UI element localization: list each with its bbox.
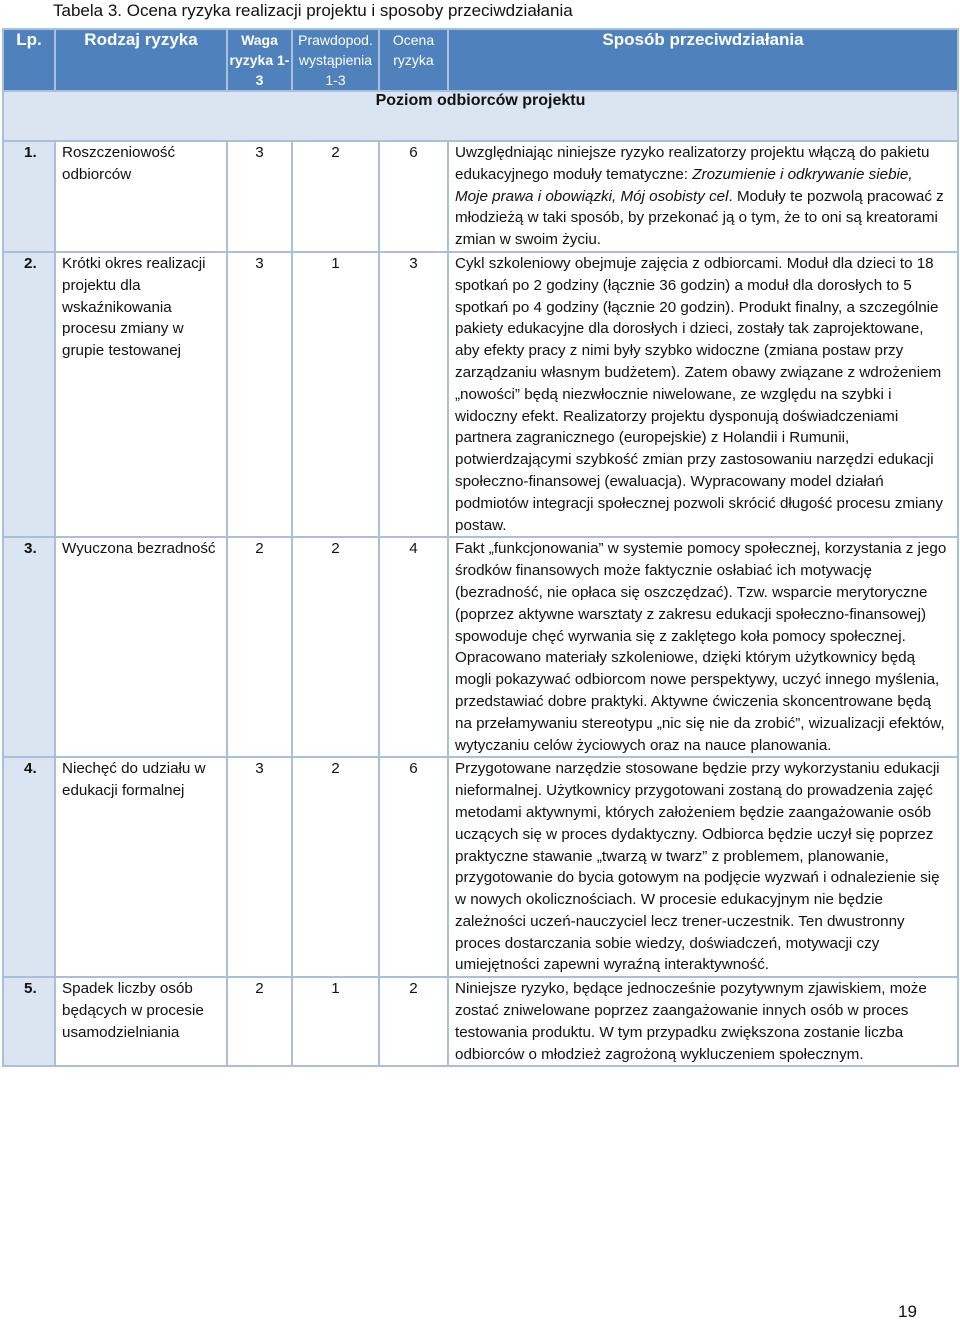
risk-weight: 3: [227, 141, 292, 252]
risk-name: Spadek liczby osób będących w procesie usamodzielniania: [55, 977, 227, 1066]
header-prawdopodobienstwo: Prawdopod. wystąpienia 1-3: [292, 29, 379, 91]
row-number: 4.: [3, 757, 55, 977]
header-lp: Lp.: [3, 29, 55, 91]
risk-name: Krótki okres realizacji projektu dla wskaźnikowania procesu zmiany w grupie testowanej: [55, 252, 227, 537]
risk-score: 6: [379, 757, 448, 977]
table-row: [3, 537, 958, 757]
risk-score: 6: [379, 141, 448, 252]
risk-weight: 3: [227, 252, 292, 537]
risk-countermeasure: Niniejsze ryzyko, będące jednocześnie pozytywnym zjawiskiem, może zostać zniwelowane poprzez zaangażowanie innych osób w proces testowania produktu. W tym przypadku zwiększona zostanie liczba odbiorców o młodzież zagrożoną wykluczeniem społecznym.: [448, 977, 958, 1066]
risk-countermeasure: Przygotowane narzędzie stosowane będzie przy wykorzystaniu edukacji nieformalnej. Użytkownicy przygotowani zostaną do prowadzenia zajęć metodami aktywnymi, których założeniem będzie zaangażowanie osób uczących się w proces dydaktyczny. Odbiorca będzie uczył się poprzez praktyczne stawanie „twarzą w twarz” z problemem, planowanie, przygotowanie do bycia gotowym na podjęcie wyzwań i odnalezienie się w nowych okolicznościach. W procesie edukacyjnym nie będzie zależności uczeń-nauczyciel lecz trener-uczestnik. Ten dwustronny proces dostarczania sobie wiedzy, doświadczeń, motywacji czy umiejętności zapewni wyraźną interaktywność.: [448, 757, 958, 977]
risk-name: Wyuczona bezradność: [55, 537, 227, 757]
risk-table: [2, 28, 959, 1067]
row-number: 1.: [3, 141, 55, 252]
header-rodzaj-ryzyka: Rodzaj ryzyka: [55, 29, 227, 91]
row-number: 5.: [3, 977, 55, 1066]
risk-probability: 1: [292, 977, 379, 1066]
level-label: Poziom odbiorców projektu: [3, 91, 958, 141]
risk-countermeasure: Cykl szkoleniowy obejmuje zajęcia z odbiorcami. Moduł dla dzieci to 18 spotkań po 2 godziny (łącznie 36 godzin) a moduł dla dorosłych to 5 spotkań po 4 godziny (łącznie 20 godzin). Produkt finalny, a szczególnie pakiety edukacyjne dla dorosłych i dzieci, zostały tak zaprojektowane, aby efekty pracy z nimi były szybko widoczne (zmiana postaw przy zarządzaniu własnym budżetem). Zatem obawy związane z wdrożeniem „nowości” będą niezwłocznie niwelowane, ze względu na szybki i widoczny efekt. Realizatorzy projektu dysponują doświadczeniami partnera zagranicznego (europejskie) z Holandii i Rumunii, potwierdzającymi szybkość zmian przy zastosowaniu narzędzi edukacji społeczno-finansowej (ewaluacja). Wypracowany model działań podmiotów integracji społecznej pozwoli skrócić długość procesu zmiany postaw.: [448, 252, 958, 537]
risk-score: 3: [379, 252, 448, 537]
header-waga-ryzyka: Waga ryzyka 1-3: [227, 29, 292, 91]
risk-weight: 2: [227, 537, 292, 757]
risk-probability: 2: [292, 537, 379, 757]
table-row: [3, 252, 958, 537]
table-header-row: [3, 29, 958, 91]
header-ocena-ryzyka: Ocena ryzyka: [379, 29, 448, 91]
header-sposob-przeciwdzialania: Sposób przeciwdziałania: [448, 29, 958, 91]
table-row: [3, 141, 958, 252]
risk-probability: 1: [292, 252, 379, 537]
risk-name: Roszczeniowość odbiorców: [55, 141, 227, 252]
table-row: [3, 757, 958, 977]
table-row: [3, 977, 958, 1066]
risk-probability: 2: [292, 141, 379, 252]
row-number: 2.: [3, 252, 55, 537]
risk-score: 2: [379, 977, 448, 1066]
risk-countermeasure: Uwzględniając niniejsze ryzyko realizatorzy projektu włączą do pakietu edukacyjnego moduły tematyczne: Zrozumienie i odkrywanie siebie, Moje prawa i obowiązki, Mój osobisty cel. Moduły te pozwolą pracować z młodzieżą w taki sposób, by przekonać ją o tym, że to oni są kreatorami zmian w swoim życiu.: [448, 141, 958, 252]
risk-name: Niechęć do udziału w edukacji formalnej: [55, 757, 227, 977]
row-number: 3.: [3, 537, 55, 757]
level-row: [3, 91, 958, 141]
risk-weight: 2: [227, 977, 292, 1066]
risk-weight: 3: [227, 757, 292, 977]
page-number: 19: [898, 1302, 917, 1321]
risk-score: 4: [379, 537, 448, 757]
risk-probability: 2: [292, 757, 379, 977]
table-caption: Tabela 3. Ocena ryzyka realizacji projektu i sposoby przeciwdziałania: [53, 1, 573, 20]
risk-countermeasure: Fakt „funkcjonowania” w systemie pomocy społecznej, korzystania z jego środków finansowych może faktycznie osłabiać ich motywację (bezradność, nie opłaca się oszczędzać). Tzw. wsparcie merytoryczne (poprzez aktywne warsztaty z zakresu edukacji społeczno-finansowej) spowoduje chęć wyrwania się z zaklętego koła pomocy społecznej. Opracowano materiały szkoleniowe, dzięki którym użytkownicy będą mogli pokazywać odbiorcom nowe perspektywy, uczyć innego myślenia, przedstawiać dobre praktyki. Aktywne ćwiczenia skoncentrowane będą na przełamywaniu stereotypu „nic się nie da zrobić”, wizualizacji efektów, wytyczaniu celów życiowych oraz na nauce planowania.: [448, 537, 958, 757]
